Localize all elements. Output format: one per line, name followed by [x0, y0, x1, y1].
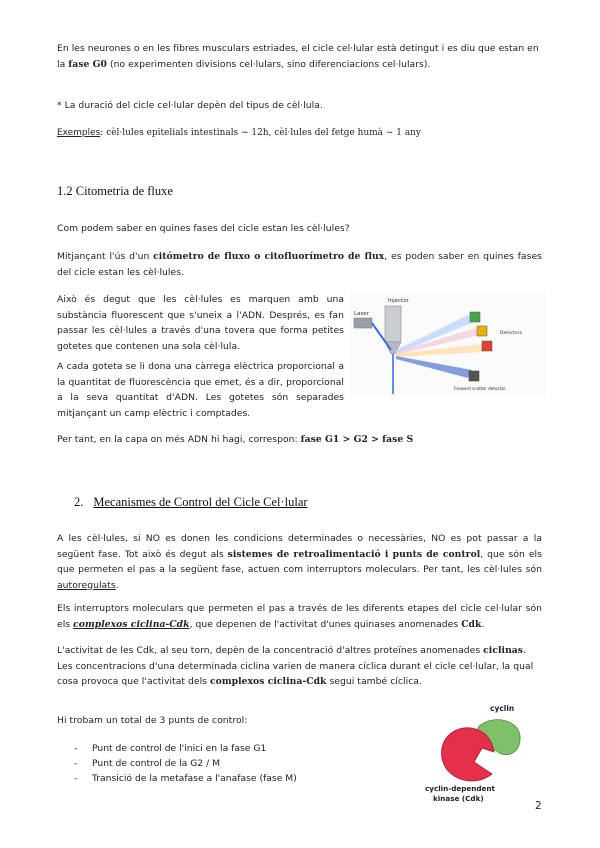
cytometry-paragraph-3: A cada goteta se li dona una càrrega elèctrica proporcional a la quantitat de fluorescència que emet, és a dir, proporcional a la seva quantitat d'ADN. Les gotetes són separades mitjançant un camp elèctric i comptades. — [57, 361, 344, 419]
label-injector: Injector — [388, 298, 409, 304]
examples-line: Exemples: cèl·lules epitelials intestinals ~ 12h, cèl·lules del fetge humà ~ 1 any — [57, 128, 421, 138]
g0-phase-term: fase G0 — [68, 58, 107, 70]
label-cdk-line2: kinase (Cdk) — [433, 794, 484, 803]
label-cyclin: cyclin — [490, 704, 515, 713]
detector-scatter — [469, 371, 479, 381]
cdk-shape — [442, 728, 494, 781]
examples-label: Exemples — [57, 128, 101, 138]
intro-paragraph: En les neurones o en les fibres musculars estriades, el cicle cel·lular està detingut i es diu que estan en la fase G0 (no experimenten divisions cel·lulars, sino diferenciacions cel·lulars). — [57, 43, 539, 70]
flow-cytometer-diagram — [350, 292, 546, 396]
control-paragraph-3: L'activitat de les Cdk, al seu torn, depèn de la concentració d'altres proteïnes anomenades ciclinas. Les concentracions d'una determinada ciclina varien de manera cíclica durant el cicle cel·lular, la qual cosa provoca que l'activitat dels complexos ciclina-Cdk segui també cíclica. — [57, 645, 534, 687]
control-points-intro: Hi trobam un total de 3 punts de control: — [57, 715, 248, 726]
duration-note: * La duració del cicle cel·lular depèn del tipus de cèl·lula. — [57, 100, 323, 111]
page-number: 2 — [535, 800, 542, 812]
list-item: - Transició de la metafase a l'anafase (fase M) — [70, 771, 297, 786]
detector-green — [470, 312, 480, 322]
detector-red — [482, 341, 492, 351]
cytometry-paragraph-2: Això és degut que les cèl·lules es marquen amb una substància fluorescent que s'uneix a l'ADN. Després, es fan passar les cèl·lules a través d'una tovera que forma petites gotetes que contenen una sola cèl·lula. — [57, 294, 344, 352]
detector-yellow — [477, 326, 487, 336]
cyclin-cdk-diagram — [420, 700, 530, 805]
cytometry-question: Com podem saber en quines fases del cicle estan les cèl·lules? — [57, 223, 350, 234]
label-laser: Laser — [354, 311, 369, 317]
control-paragraph-1: A les cèl·lules, si NO es donen les condicions determinades o necessàries, NO es pot passar a la següent fase. Tot això és degut als sistemes de retroalimentació i punts de control, que són els que permeten el pas a la següent fase, actuen com interruptors moleculars. Per tant, les cèl·lules són autoregulats. — [57, 533, 542, 591]
section-title-citometria: 1.2 Citometria de fluxe — [57, 184, 173, 198]
cytometry-paragraph-1: Mitjançant l'ús d'un citómetro de fluxo o citofluorímetro de flux, es poden saber en quines fases del cicle estan les cèl·lules. — [57, 251, 542, 278]
control-paragraph-2: Els interruptors moleculars que permeten el pas a través de les diferents etapes del cicle cel·lular són els complexos ciclina-Cdk, que depenen de l'activitat d'unes quinases anomenades Cdk. — [57, 603, 542, 630]
section-title-mecanismes: 2. Mecanismes de Control del Cicle Cel·lular — [74, 495, 308, 509]
list-item: - Punt de control de l'inici en la fase G1 — [70, 741, 297, 756]
label-detectors: Detectors — [500, 331, 522, 336]
label-caption: Forward scatter detector — [454, 386, 506, 391]
injector-nozzle — [385, 306, 401, 342]
label-cdk-line1: cyclin-dependent — [425, 784, 495, 793]
control-points-list — [70, 741, 297, 787]
cytometry-conclusion: Per tant, en la capa on més ADN hi hagi, correspon: fase G1 > G2 > fase S — [57, 434, 414, 445]
list-item: - Punt de control de la G2 / M — [70, 756, 297, 771]
laser-source — [354, 318, 372, 328]
